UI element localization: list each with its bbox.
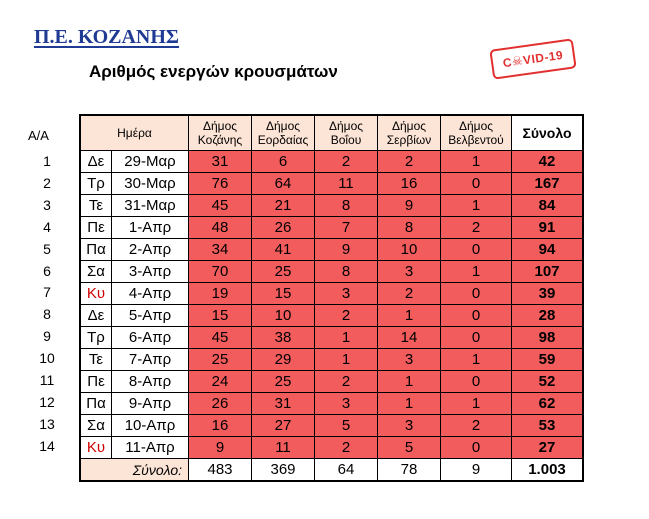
total-cell: 53 <box>512 415 584 437</box>
table-row <box>80 437 583 459</box>
aa-number: 4 <box>43 218 51 235</box>
value-cell: 2 <box>315 151 378 173</box>
value-cell: 21 <box>252 195 315 217</box>
date-cell: 31-Μαρ <box>112 195 189 217</box>
table-row <box>80 305 583 327</box>
table-row <box>80 327 583 349</box>
col-header-kozani: Δήμος Κοζάνης <box>189 115 252 151</box>
col-header-servia: Δήμος Σερβίων <box>378 115 441 151</box>
aa-number: 8 <box>43 306 51 323</box>
value-cell: 2 <box>315 305 378 327</box>
total-cell: 91 <box>512 217 584 239</box>
value-cell: 48 <box>189 217 252 239</box>
value-cell: 1 <box>378 305 441 327</box>
aa-number: 9 <box>43 328 51 345</box>
value-cell: 11 <box>315 173 378 195</box>
covid-stamp: C☠VID-19 <box>489 38 576 79</box>
col-header-total: Σύνολο <box>512 115 584 151</box>
value-cell: 29 <box>252 349 315 371</box>
day-cell: Πε <box>80 371 112 393</box>
value-cell: 3 <box>378 415 441 437</box>
table-row <box>80 217 583 239</box>
value-cell: 2 <box>315 371 378 393</box>
table-header-row <box>80 115 583 151</box>
date-cell: 7-Απρ <box>112 349 189 371</box>
value-cell: 45 <box>189 327 252 349</box>
value-cell: 3 <box>315 283 378 305</box>
value-cell: 16 <box>378 173 441 195</box>
date-cell: 4-Απρ <box>112 283 189 305</box>
table-row <box>80 283 583 305</box>
value-cell: 0 <box>441 173 512 195</box>
day-cell: Κυ <box>80 283 112 305</box>
day-cell: Τρ <box>80 173 112 195</box>
value-cell: 25 <box>252 261 315 283</box>
value-cell: 9 <box>378 195 441 217</box>
value-cell: 24 <box>189 371 252 393</box>
table-row <box>80 349 583 371</box>
table-row <box>80 415 583 437</box>
value-cell: 27 <box>252 415 315 437</box>
value-cell: 2 <box>378 151 441 173</box>
sum-cell: 483 <box>189 459 252 482</box>
value-cell: 0 <box>441 305 512 327</box>
value-cell: 7 <box>315 217 378 239</box>
value-cell: 1 <box>378 393 441 415</box>
total-cell: 59 <box>512 349 584 371</box>
aa-number: 10 <box>39 350 55 367</box>
aa-number: 6 <box>43 262 51 279</box>
day-cell: Πε <box>80 217 112 239</box>
day-cell: Δε <box>80 151 112 173</box>
aa-number: 14 <box>39 437 55 454</box>
value-cell: 2 <box>315 437 378 459</box>
date-cell: 1-Απρ <box>112 217 189 239</box>
day-header: Ημέρα <box>80 115 189 151</box>
value-cell: 8 <box>315 195 378 217</box>
total-cell: 39 <box>512 283 584 305</box>
page-title: Αριθμός ενεργών κρουσμάτων <box>89 62 338 81</box>
aa-header: Α/Α <box>28 128 49 143</box>
value-cell: 10 <box>378 239 441 261</box>
col-header-velvento: Δήμος Βελβεντού <box>441 115 512 151</box>
date-cell: 29-Μαρ <box>112 151 189 173</box>
value-cell: 0 <box>441 371 512 393</box>
sum-row <box>80 459 583 482</box>
day-cell: Πα <box>80 393 112 415</box>
table-row <box>80 261 583 283</box>
total-cell: 42 <box>512 151 584 173</box>
total-cell: 94 <box>512 239 584 261</box>
total-cell: 167 <box>512 173 584 195</box>
col-header-eordaia: Δήμος Εορδαίας <box>252 115 315 151</box>
value-cell: 0 <box>441 327 512 349</box>
value-cell: 16 <box>189 415 252 437</box>
value-cell: 2 <box>441 217 512 239</box>
total-cell: 52 <box>512 371 584 393</box>
date-cell: 2-Απρ <box>112 239 189 261</box>
day-cell: Πα <box>80 239 112 261</box>
value-cell: 76 <box>189 173 252 195</box>
total-cell: 27 <box>512 437 584 459</box>
value-cell: 19 <box>189 283 252 305</box>
value-cell: 3 <box>315 393 378 415</box>
day-cell: Κυ <box>80 437 112 459</box>
value-cell: 1 <box>441 261 512 283</box>
aa-number: 2 <box>43 174 51 191</box>
value-cell: 26 <box>252 217 315 239</box>
value-cell: 34 <box>189 239 252 261</box>
value-cell: 26 <box>189 393 252 415</box>
sum-cell: 9 <box>441 459 512 482</box>
date-cell: 8-Απρ <box>112 371 189 393</box>
total-cell: 62 <box>512 393 584 415</box>
sum-cell: 369 <box>252 459 315 482</box>
date-cell: 30-Μαρ <box>112 173 189 195</box>
value-cell: 1 <box>441 349 512 371</box>
value-cell: 31 <box>252 393 315 415</box>
value-cell: 0 <box>441 437 512 459</box>
day-cell: Σα <box>80 415 112 437</box>
table-row <box>80 393 583 415</box>
value-cell: 45 <box>189 195 252 217</box>
total-cell: 107 <box>512 261 584 283</box>
aa-number: 13 <box>39 415 55 432</box>
cases-table <box>79 114 584 482</box>
value-cell: 15 <box>252 283 315 305</box>
aa-number: 1 <box>43 153 51 169</box>
value-cell: 2 <box>378 283 441 305</box>
grand-total-cell: 1.003 <box>512 459 584 482</box>
value-cell: 2 <box>441 415 512 437</box>
day-cell: Τρ <box>80 327 112 349</box>
date-cell: 6-Απρ <box>112 327 189 349</box>
sum-cell: 64 <box>315 459 378 482</box>
value-cell: 15 <box>189 305 252 327</box>
value-cell: 6 <box>252 151 315 173</box>
value-cell: 1 <box>315 349 378 371</box>
value-cell: 25 <box>189 349 252 371</box>
value-cell: 9 <box>315 239 378 261</box>
value-cell: 64 <box>252 173 315 195</box>
date-cell: 11-Απρ <box>112 437 189 459</box>
value-cell: 31 <box>189 151 252 173</box>
date-cell: 3-Απρ <box>112 261 189 283</box>
aa-number: 12 <box>39 393 55 410</box>
value-cell: 1 <box>441 195 512 217</box>
aa-number: 7 <box>43 284 51 301</box>
total-cell: 98 <box>512 327 584 349</box>
cases-table-body <box>80 115 583 481</box>
value-cell: 14 <box>378 327 441 349</box>
value-cell: 1 <box>315 327 378 349</box>
value-cell: 25 <box>252 371 315 393</box>
value-cell: 11 <box>252 437 315 459</box>
date-cell: 5-Απρ <box>112 305 189 327</box>
value-cell: 10 <box>252 305 315 327</box>
table-row <box>80 173 583 195</box>
sum-cell: 78 <box>378 459 441 482</box>
value-cell: 9 <box>189 437 252 459</box>
aa-number: 5 <box>43 240 51 257</box>
table-row <box>80 151 583 173</box>
total-cell: 84 <box>512 195 584 217</box>
table-row <box>80 195 583 217</box>
value-cell: 38 <box>252 327 315 349</box>
value-cell: 41 <box>252 239 315 261</box>
value-cell: 0 <box>441 239 512 261</box>
sum-label: Σύνολο: <box>80 459 189 482</box>
value-cell: 8 <box>378 217 441 239</box>
col-header-voio: Δήμος Βοΐου <box>315 115 378 151</box>
value-cell: 8 <box>315 261 378 283</box>
aa-number: 11 <box>39 372 55 388</box>
total-cell: 28 <box>512 305 584 327</box>
value-cell: 3 <box>378 349 441 371</box>
date-cell: 9-Απρ <box>112 393 189 415</box>
value-cell: 1 <box>441 393 512 415</box>
table-row <box>80 239 583 261</box>
aa-number: 3 <box>43 196 51 213</box>
day-cell: Δε <box>80 305 112 327</box>
value-cell: 3 <box>378 261 441 283</box>
day-cell: Τε <box>80 195 112 217</box>
day-cell: Τε <box>80 349 112 371</box>
value-cell: 5 <box>378 437 441 459</box>
region-title: Π.Ε. ΚΟΖΑΝΗΣ <box>34 26 180 48</box>
value-cell: 70 <box>189 261 252 283</box>
value-cell: 1 <box>378 371 441 393</box>
value-cell: 0 <box>441 283 512 305</box>
value-cell: 1 <box>441 151 512 173</box>
value-cell: 5 <box>315 415 378 437</box>
day-cell: Σα <box>80 261 112 283</box>
date-cell: 10-Απρ <box>112 415 189 437</box>
table-row <box>80 371 583 393</box>
